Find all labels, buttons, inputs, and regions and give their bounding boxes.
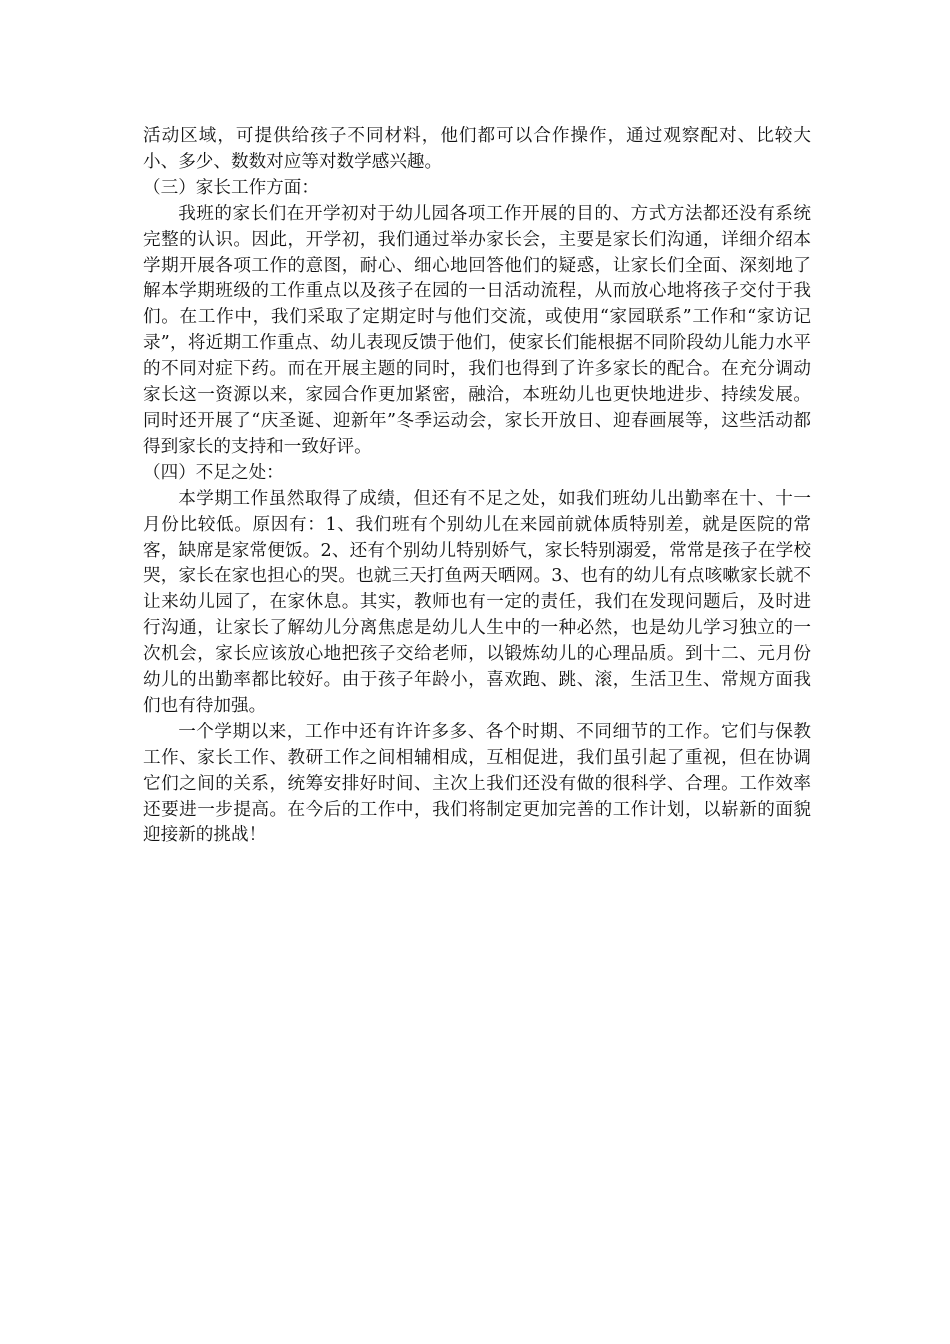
section-heading-shortcomings: （四）不足之处： xyxy=(143,462,284,483)
paragraph-math-activity: 活动区域，可提供给孩子不同材料，他们都可以合作操作，通过观察配对、比较大小、多少、数数对应等对数学感兴趣。 xyxy=(143,126,811,172)
section-heading-parent-work: （三）家长工作方面： xyxy=(143,177,319,198)
paragraph-parent-work: 我班的家长们在开学初对于幼儿园各项工作开展的目的、方式方法都还没有系统完整的认识。因此，开学初，我们通过举办家长会，主要是家长们沟通，详细介绍本学期开展各项工作的意图，耐心、细心地回答他们的疑惑，让家长们全面、深刻地了解本学期班级的工作重点以及孩子在园的一日活动流程，从而放心地将孩子交付于我们。在工作中，我们采取了定期定时与他们交流，或使用“家园联系”工作和“家访记录”，将近期工作重点、幼儿表现反馈于他们，使家长们能根据不同阶段幼儿能力水平的不同对症下药。而在开展主题的同时，我们也得到了许多家长的配合。在充分调动家长这一资源以来，家园合作更加紧密，融洽，本班幼儿也更快地进步、持续发展。同时还开展了“庆圣诞、迎新年”冬季运动会，家长开放日、迎春画展等，这些活动都得到家长的支持和一致好评。 xyxy=(143,203,811,457)
document-page xyxy=(143,124,811,849)
paragraph-conclusion: 一个学期以来，工作中还有许许多多、各个时期、不同细节的工作。它们与保教工作、家长工作、教研工作之间相辅相成，互相促进，我们虽引起了重视，但在协调它们之间的关系，统筹安排好时间、主次上我们还没有做的很科学、合理。工作效率还要进一步提高。在今后的工作中，我们将制定更加完善的工作计划，以崭新的面貌迎接新的挑战！ xyxy=(143,721,811,846)
paragraph-shortcomings: 本学期工作虽然取得了成绩，但还有不足之处，如我们班幼儿出勤率在十、十一月份比较低。原因有：1、我们班有个别幼儿在来园前就体质特别差，就是医院的常客，缺席是家常便饭。2、还有个别幼儿特别娇气，家长特别溺爱，常常是孩子在学校哭，家长在家也担心的哭。也就三天打鱼两天晒网。3、也有的幼儿有点咳嗽家长就不让来幼儿园了，在家休息。其实，教师也有一定的责任，我们在发现问题后，及时进行沟通，让家长了解幼儿分离焦虑是幼儿人生中的一种必然，也是幼儿学习独立的一次机会，家长应该放心地把孩子交给老师，以锻炼幼儿的心理品质。到十二、元月份幼儿的出勤率都比较好。由于孩子年龄小，喜欢跑、跳、滚，生活卫生、常规方面我们也有待加强。 xyxy=(143,488,811,716)
